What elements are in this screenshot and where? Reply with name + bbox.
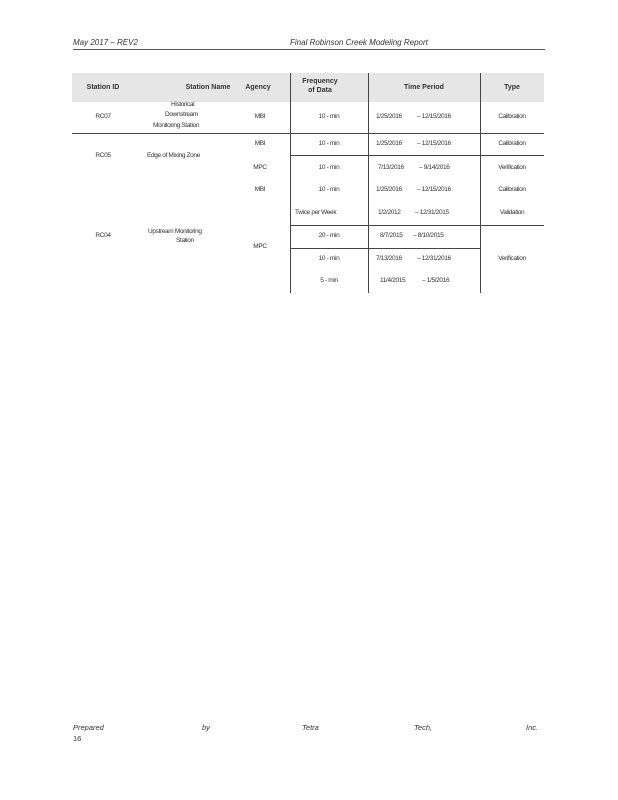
col-divider-time (368, 73, 369, 293)
type: Validation (499, 209, 525, 216)
end-date: – 12/31/2015 (415, 209, 449, 216)
header-title: Final Robinson Creek Modeling Report (290, 38, 428, 47)
footer-word: Inc. (526, 723, 539, 732)
type: Verification (498, 164, 526, 171)
station-name-line: Upstream Monitoring (148, 228, 202, 235)
station-name-line: Station (176, 237, 194, 244)
start-date: 1/25/2016 (376, 140, 402, 147)
station-id: RC07 (95, 113, 111, 120)
station-name-line: Historical (171, 101, 195, 108)
agency: MBI (254, 140, 266, 147)
type: Calibration (498, 140, 526, 147)
frequency: 10 - min (318, 164, 340, 171)
end-date: – 1/5/2016 (422, 277, 450, 284)
type: Calibration (498, 186, 526, 193)
header-left: May 2017 – REV2 (73, 38, 138, 47)
station-id: RC04 (95, 232, 111, 239)
end-date: – 12/15/2016 (417, 186, 451, 193)
station-table (72, 73, 544, 293)
frequency: 20 - min (318, 232, 340, 239)
row-rule-rc04a (290, 225, 544, 226)
agency: MPC (253, 164, 267, 171)
col-time-period: Time Period (404, 84, 444, 91)
start-date: 7/13/2016 (376, 255, 402, 262)
end-date: – 9/14/2016 (419, 164, 450, 171)
col-station-id: Station ID (86, 84, 120, 91)
type: Calibration (498, 113, 526, 120)
col-station-name: Station Name (185, 84, 231, 91)
start-date: 1/2/2012 (378, 209, 401, 216)
agency: MBI (254, 113, 266, 120)
frequency: 10 - min (318, 140, 340, 147)
footer-word: Prepared (73, 723, 104, 732)
frequency: 10 - min (318, 255, 340, 262)
frequency: 10 - min (318, 186, 340, 193)
header-rule (73, 49, 545, 50)
type: Verification (498, 255, 526, 262)
footer-word: Tetra (302, 723, 319, 732)
frequency: 5 - min (320, 277, 338, 284)
end-date: – 12/15/2016 (417, 140, 451, 147)
agency: MPC (253, 243, 267, 250)
frequency: 10 - min (318, 113, 340, 120)
row-rule-rc05a (290, 155, 544, 156)
col-agency: Agency (245, 84, 271, 91)
start-date: 8/7/2015 (380, 232, 403, 239)
frequency: Twice per Week (295, 209, 337, 216)
row-rule-rc07 (72, 133, 544, 134)
station-name-line: Downstream (165, 111, 198, 118)
end-date: – 12/15/2016 (417, 113, 451, 120)
start-date: 11/4/2015 (380, 277, 406, 284)
col-frequency: Frequency of Data (302, 78, 338, 94)
end-date: – 8/10/2015 (413, 232, 444, 239)
start-date: 7/13/2016 (378, 164, 404, 171)
start-date: 1/25/2016 (376, 113, 402, 120)
start-date: 1/25/2016 (376, 186, 402, 193)
col-type: Type (504, 84, 520, 91)
station-name: Edge of Mixing Zone (147, 152, 200, 159)
page-number: 16 (73, 734, 82, 743)
agency: MBI (254, 186, 266, 193)
footer-word: Tech, (414, 723, 433, 732)
end-date: – 12/31/2016 (417, 255, 451, 262)
station-name-line: Monitoring Station (153, 122, 200, 129)
footer-word: by (202, 723, 210, 732)
row-rule-rc04b (290, 248, 480, 249)
station-id: RC05 (95, 152, 111, 159)
